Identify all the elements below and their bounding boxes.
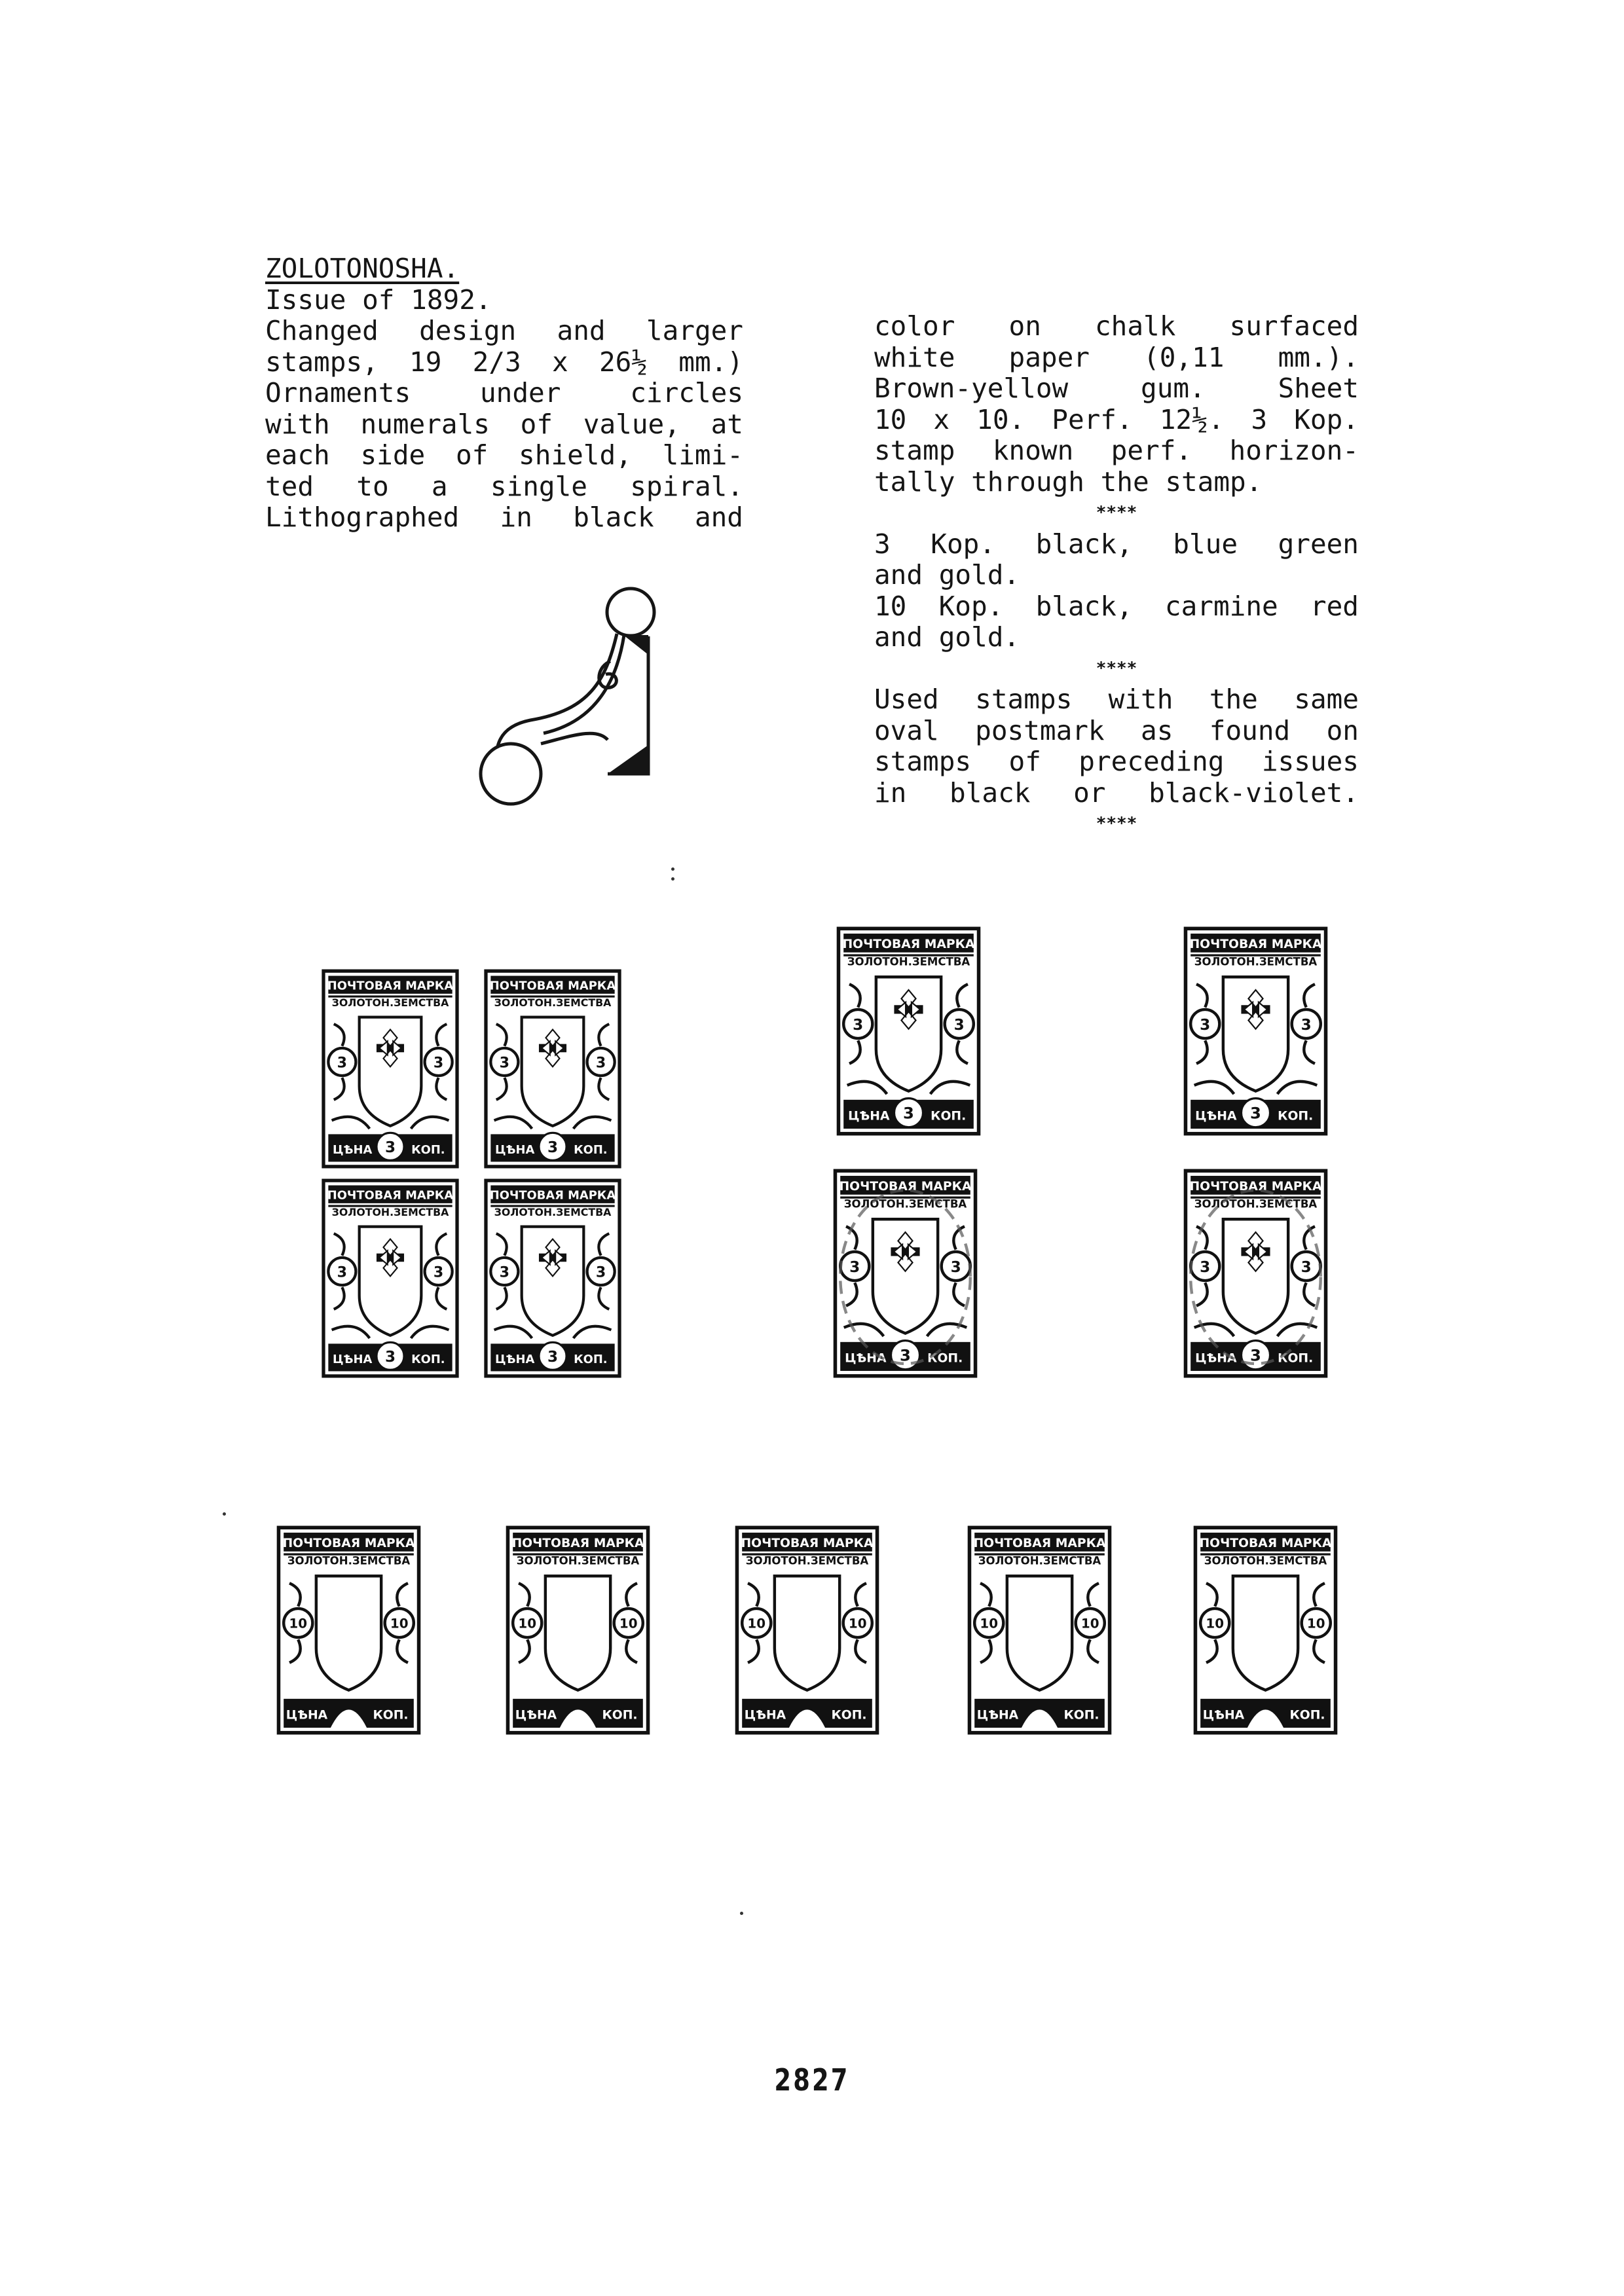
body-line: and gold.: [874, 559, 1020, 591]
stamp-right-label: КОП.: [927, 1351, 963, 1366]
stamp-value-right: 10: [619, 1616, 638, 1631]
stamp-value-right: 10: [848, 1616, 867, 1631]
stamp-3kop-single-top-middle: [835, 926, 982, 1136]
stamp-3kop-image: [832, 1169, 979, 1378]
stamp-10kop-image: [1192, 1525, 1339, 1735]
stamp-right-label: КОП.: [574, 1352, 608, 1366]
stamp-mid-label: ЗОЛОТОН.ЗЕМСТВА: [1204, 1554, 1327, 1567]
stamp-mid-label: ЗОЛОТОН.ЗЕМСТВА: [287, 1554, 411, 1567]
stamp-mid-label: ЗОЛОТОН.ЗЕМСТВА: [494, 1205, 612, 1218]
stamp-value-right: 3: [433, 1264, 444, 1281]
stamp-right-label: КОП.: [411, 1352, 445, 1366]
body-line: 10 x 10. Perf. 12½. 3 Kop.: [874, 403, 1359, 435]
issue-line: Issue of 1892.: [265, 283, 492, 316]
stamp-left-label: ЦѢНА: [494, 1142, 535, 1157]
separator-stars: ****: [1096, 503, 1137, 522]
stamp-10kop-3: [733, 1525, 881, 1735]
stamp-left-label: ЦѢНА: [744, 1708, 786, 1722]
separator-stars: ****: [1096, 814, 1137, 833]
stamp-value-left: 10: [518, 1616, 537, 1631]
stamp-mid-label: ЗОЛОТОН.ЗЕМСТВА: [843, 1197, 967, 1211]
stamp-mid-label: ЗОЛОТОН.ЗЕМСТВА: [331, 996, 449, 1009]
stamp-left-label: ЦѢНА: [286, 1708, 328, 1722]
stamp-value-left: 3: [853, 1015, 864, 1034]
scan-speck: [740, 1912, 743, 1915]
stamp-value-left: 3: [337, 1055, 348, 1072]
stamp-top-label: ПОЧТОВАЯ МАРКА: [327, 979, 454, 993]
stamp-right-label: КОП.: [1278, 1351, 1314, 1366]
stamp-right-label: КОП.: [1289, 1708, 1325, 1722]
stamp-left-label: ЦѢНА: [332, 1142, 373, 1157]
stamp-value-right: 3: [953, 1015, 965, 1034]
stamp-value-right: 3: [1301, 1015, 1312, 1034]
stamp-left-label: ЦѢНА: [976, 1708, 1019, 1722]
stamp-left-label: ЦѢНА: [515, 1708, 557, 1722]
stamp-10kop-image: [504, 1525, 652, 1735]
stamp-3kop-image: [483, 1178, 622, 1378]
stamp-value-right: 3: [950, 1258, 961, 1276]
right-text-column: [874, 311, 1359, 840]
stamp-left-label: ЦѢНА: [848, 1109, 890, 1123]
stamp-right-label: КОП.: [1063, 1708, 1099, 1722]
stamp-value-center: 3: [900, 1345, 911, 1365]
body-line: 3 Kop. black, blue green: [874, 528, 1359, 560]
stamp-10kop-4: [966, 1525, 1113, 1735]
stamp-top-label: ПОЧТОВАЯ МАРКА: [489, 1188, 616, 1203]
body-line: stamp known perf. horizon-: [874, 435, 1359, 466]
stamp-top-label: ПОЧТОВАЯ МАРКА: [973, 1537, 1106, 1551]
stamp-mid-label: ЗОЛОТОН.ЗЕМСТВА: [331, 1205, 449, 1218]
body-line: each side of shield, limi-: [265, 439, 743, 471]
stamp-value-center: 3: [547, 1348, 559, 1366]
stamp-right-label: КОП.: [831, 1708, 867, 1722]
stamp-3kop-block-bottom-right: [483, 1178, 622, 1378]
stamp-value-left: 10: [289, 1616, 308, 1631]
body-line: Brown-yellow gum. Sheet: [874, 373, 1359, 404]
stamp-mid-label: ЗОЛОТОН.ЗЕМСТВА: [494, 996, 612, 1009]
body-line: with numerals of value, at: [265, 408, 743, 440]
stamp-3kop-block-bottom-left: [321, 1178, 460, 1378]
stamp-3kop-image: [321, 1178, 460, 1378]
stamp-3kop-image: [321, 969, 460, 1169]
stamp-value-center: 3: [547, 1139, 559, 1156]
stamp-3kop-block-top-right: [483, 969, 622, 1169]
stamp-value-center: 3: [384, 1348, 396, 1366]
stamp-mid-label: ЗОЛОТОН.ЗЕМСТВА: [847, 955, 970, 968]
body-line: white paper (0,11 mm.).: [874, 341, 1359, 373]
stamp-3kop-used-middle: [832, 1169, 979, 1378]
stamp-value-right: 10: [390, 1616, 409, 1631]
stamp-right-label: КОП.: [574, 1142, 608, 1157]
stamp-value-left: 10: [747, 1616, 766, 1631]
stamp-right-label: КОП.: [373, 1708, 409, 1722]
stamp-top-label: ПОЧТОВАЯ МАРКА: [839, 1180, 972, 1194]
scan-speck: [671, 867, 674, 871]
stamp-value-left: 3: [1200, 1258, 1211, 1276]
scan-speck: [223, 1512, 226, 1516]
stamp-top-label: ПОЧТОВАЯ МАРКА: [1189, 938, 1322, 952]
stamp-10kop-image: [733, 1525, 881, 1735]
stamp-left-label: ЦѢНА: [845, 1351, 887, 1366]
stamp-value-right: 3: [433, 1055, 444, 1072]
scan-speck: [671, 877, 674, 881]
body-line: Ornaments under circles: [265, 377, 743, 409]
stamp-3kop-image: [835, 926, 982, 1136]
stamp-left-label: ЦѢНА: [1202, 1708, 1245, 1722]
separator-stars: ****: [1096, 658, 1137, 678]
stamp-value-left: 3: [849, 1258, 860, 1276]
spiral-ornament-illustration: [471, 583, 674, 818]
stamp-left-label: ЦѢНА: [494, 1352, 535, 1366]
stamp-10kop-image: [275, 1525, 422, 1735]
stamp-value-left: 3: [1200, 1015, 1211, 1034]
stamp-right-label: КОП.: [411, 1142, 445, 1157]
stamp-3kop-single-top-right: [1182, 926, 1329, 1136]
stamp-top-label: ПОЧТОВАЯ МАРКА: [282, 1537, 415, 1551]
stamp-mid-label: ЗОЛОТОН.ЗЕМСТВА: [978, 1554, 1101, 1567]
body-line: 10 Kop. black, carmine red: [874, 590, 1359, 622]
stamp-left-label: ЦѢНА: [332, 1352, 373, 1366]
stamp-top-label: ПОЧТОВАЯ МАРКА: [511, 1537, 644, 1551]
stamp-value-left: 10: [1206, 1616, 1225, 1631]
body-line: tally through the stamp.: [874, 465, 1263, 498]
stamp-value-left: 10: [980, 1616, 999, 1631]
body-line: ted to a single spiral.: [265, 470, 743, 502]
stamp-10kop-5: [1192, 1525, 1339, 1735]
body-line: Changed design and larger: [265, 315, 743, 346]
left-text-column: [265, 253, 743, 534]
stamp-value-left: 3: [499, 1055, 510, 1072]
stamp-value-right: 3: [595, 1055, 606, 1072]
stamp-value-center: 3: [384, 1139, 396, 1156]
stamp-value-center: 3: [1250, 1345, 1261, 1365]
stamp-left-label: ЦѢНА: [1195, 1351, 1237, 1366]
stamp-value-center: 3: [903, 1103, 914, 1123]
body-line: oval postmark as found on: [874, 714, 1359, 746]
stamp-mid-label: ЗОЛОТОН.ЗЕМСТВА: [1194, 1197, 1318, 1211]
body-line: in black or black-violet.: [874, 776, 1359, 809]
stamp-right-label: КОП.: [602, 1708, 638, 1722]
stamp-10kop-image: [966, 1525, 1113, 1735]
section-title: ZOLOTONOSHA.: [265, 253, 460, 284]
stamp-value-right: 3: [1301, 1258, 1312, 1276]
stamp-10kop-2: [504, 1525, 652, 1735]
stamp-3kop-image: [1182, 1169, 1329, 1378]
stamp-value-right: 10: [1080, 1616, 1099, 1631]
stamp-top-label: ПОЧТОВАЯ МАРКА: [842, 938, 975, 952]
stamp-3kop-image: [483, 969, 622, 1169]
body-line: stamps of preceding issues: [874, 746, 1359, 777]
stamp-value-right: 10: [1306, 1616, 1325, 1631]
stamp-right-label: КОП.: [931, 1109, 967, 1123]
stamp-3kop-image: [1182, 926, 1329, 1136]
stamp-value-center: 3: [1250, 1103, 1261, 1123]
body-line: color on chalk surfaced: [874, 310, 1359, 342]
stamp-value-left: 3: [337, 1264, 348, 1281]
stamp-10kop-1: [275, 1525, 422, 1735]
stamp-mid-label: ЗОЛОТОН.ЗЕМСТВА: [745, 1554, 869, 1567]
stamp-value-left: 3: [499, 1264, 510, 1281]
body-line: stamps, 19 2/3 x 26½ mm.): [265, 346, 743, 378]
stamp-top-label: ПОЧТОВАЯ МАРКА: [1189, 1180, 1322, 1194]
stamp-left-label: ЦѢНА: [1195, 1109, 1237, 1123]
stamp-top-label: ПОЧТОВАЯ МАРКА: [489, 979, 616, 993]
body-line: Lithographed in black and: [265, 501, 743, 533]
stamp-mid-label: ЗОЛОТОН.ЗЕМСТВА: [1194, 955, 1318, 968]
stamp-top-label: ПОЧТОВАЯ МАРКА: [327, 1188, 454, 1203]
stamp-right-label: КОП.: [1278, 1109, 1314, 1123]
body-line: and gold.: [874, 621, 1020, 653]
stamp-3kop-used-right: [1182, 1169, 1329, 1378]
body-line: Used stamps with the same: [874, 683, 1359, 715]
stamp-3kop-block-top-left: [321, 969, 460, 1169]
page-number: 2827: [774, 2062, 850, 2098]
stamp-top-label: ПОЧТОВАЯ МАРКА: [741, 1537, 874, 1551]
stamp-value-right: 3: [595, 1264, 606, 1281]
stamp-mid-label: ЗОЛОТОН.ЗЕМСТВА: [516, 1554, 640, 1567]
stamp-top-label: ПОЧТОВАЯ МАРКА: [1199, 1537, 1332, 1551]
